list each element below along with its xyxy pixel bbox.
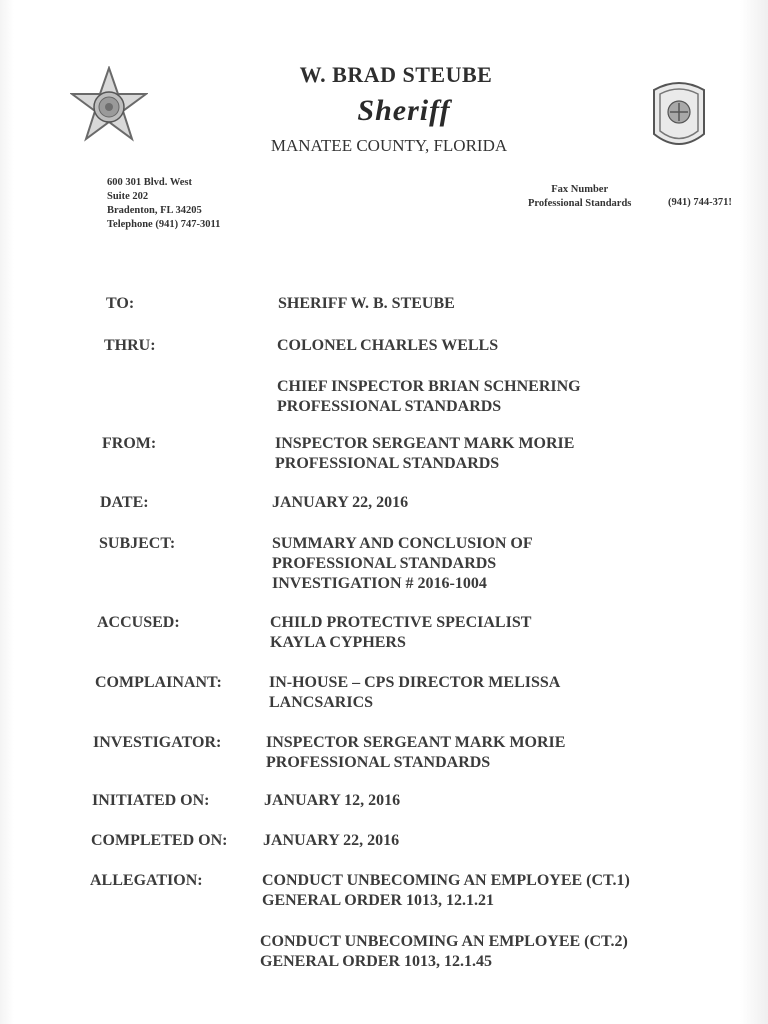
initiated-label: INITIATED ON: bbox=[92, 792, 210, 809]
from-label: FROM: bbox=[102, 435, 157, 452]
from-name: INSPECTOR SERGEANT MARK MORIE bbox=[275, 435, 575, 452]
completed-label: COMPLETED ON: bbox=[91, 832, 228, 849]
complainant-line: IN-HOUSE – CPS DIRECTOR MELISSA bbox=[269, 674, 561, 691]
subject-line: SUMMARY AND CONCLUSION OF bbox=[272, 535, 533, 552]
complainant-line: LANCSARICS bbox=[269, 694, 374, 711]
address-line: Bradenton, FL 34205 bbox=[107, 205, 202, 216]
completed-value: JANUARY 22, 2016 bbox=[263, 832, 400, 849]
complainant-label: COMPLAINANT: bbox=[95, 674, 222, 691]
date-label: DATE: bbox=[100, 494, 149, 511]
thru-second-name: CHIEF INSPECTOR BRIAN SCHNERING bbox=[277, 378, 581, 395]
county-name: MANATEE COUNTY, FLORIDA bbox=[270, 136, 508, 155]
accused-name: KAYLA CYPHERS bbox=[270, 634, 406, 651]
thru-second-dept: PROFESSIONAL STANDARDS bbox=[277, 398, 502, 415]
thru-value: COLONEL CHARLES WELLS bbox=[277, 337, 499, 354]
allegation-1-title: CONDUCT UNBECOMING AN EMPLOYEE (CT.1) bbox=[262, 872, 630, 889]
allegation-2-order: GENERAL ORDER 1013, 12.1.45 bbox=[260, 953, 493, 970]
thru-label: THRU: bbox=[104, 337, 156, 354]
fax-label: Fax Number bbox=[551, 184, 609, 195]
sheriff-title: Sheriff bbox=[357, 94, 451, 127]
address-line: Suite 202 bbox=[107, 191, 149, 202]
initiated-value: JANUARY 12, 2016 bbox=[264, 792, 401, 809]
allegation-2-title: CONDUCT UNBECOMING AN EMPLOYEE (CT.2) bbox=[260, 933, 628, 950]
investigator-dept: PROFESSIONAL STANDARDS bbox=[266, 754, 491, 771]
to-value: SHERIFF W. B. STEUBE bbox=[278, 295, 455, 312]
accused-label: ACCUSED: bbox=[97, 614, 180, 631]
subject-line: INVESTIGATION # 2016-1004 bbox=[272, 575, 487, 592]
subject-label: SUBJECT: bbox=[99, 535, 176, 552]
date-value: JANUARY 22, 2016 bbox=[272, 494, 409, 511]
fax-department: Professional Standards bbox=[528, 198, 632, 209]
address-line: Telephone (941) 747-3011 bbox=[107, 219, 221, 230]
allegation-label: ALLEGATION: bbox=[90, 872, 203, 889]
from-dept: PROFESSIONAL STANDARDS bbox=[275, 455, 500, 472]
investigator-label: INVESTIGATOR: bbox=[93, 734, 222, 751]
accused-title: CHILD PROTECTIVE SPECIALIST bbox=[270, 614, 532, 631]
sheriff-name: W. BRAD STEUBE bbox=[299, 62, 493, 87]
allegation-1-order: GENERAL ORDER 1013, 12.1.21 bbox=[262, 892, 495, 909]
investigator-name: INSPECTOR SERGEANT MARK MORIE bbox=[266, 734, 566, 751]
address-line: 600 301 Blvd. West bbox=[107, 177, 192, 188]
fax-number: (941) 744-371! bbox=[668, 197, 732, 208]
to-label: TO: bbox=[106, 295, 135, 312]
subject-line: PROFESSIONAL STANDARDS bbox=[272, 555, 497, 572]
